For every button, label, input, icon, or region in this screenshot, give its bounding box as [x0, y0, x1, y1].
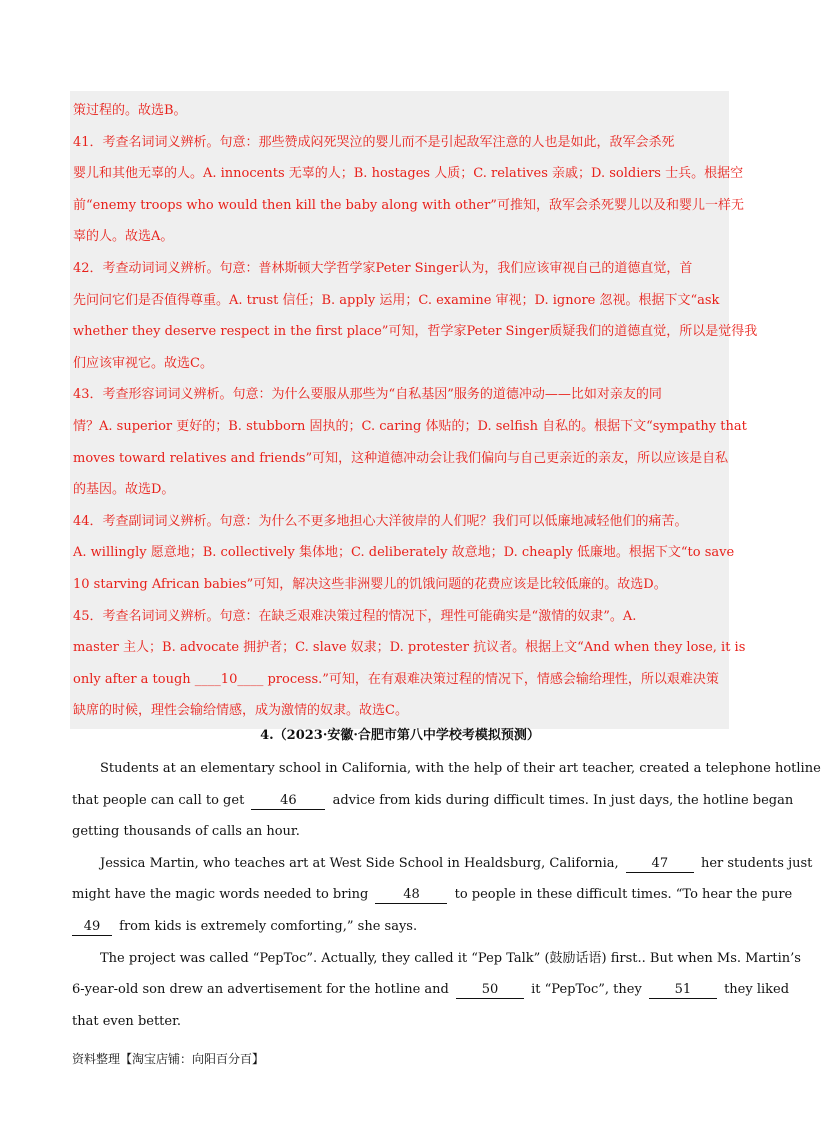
passage-text: it “PepToc”, they [531, 982, 642, 998]
passage-text: they liked [724, 982, 790, 998]
answer-line: 41．考查名词词义辨析。句意：那些赞成闷死哭泣的婴儿而不是引起敌军注意的人也是如此，敌军会杀死 [73, 134, 675, 150]
answer-line: A. willingly 愿意地；B. collectively 集体地；C. deliberately 故意地；D. cheaply 低廉地。根据下文“to save [73, 545, 735, 561]
answer-line: 婴儿和其他无辜的人。A. innocents 无辜的人；B. hostages 人质；C. relatives 亲戚；D. soldiers 士兵。根据空 [73, 166, 744, 182]
answer-line: 43．考查形容词词义辨析。句意：为什么要服从那些为“自私基因”服务的道德冲动——比如对亲友的同 [73, 387, 662, 403]
answer-line: 的基因。故选D。 [73, 482, 175, 498]
answer-line: 42．考查动词词义辨析。句意：普林斯顿大学哲学家Peter Singer认为，我们应该审视自己的道德直觉，首 [73, 260, 693, 276]
answer-line: 前“enemy troops who would then kill the baby along with other”可推知，敌军会杀死婴儿以及和婴儿一样无 [73, 197, 744, 213]
answer-line: 10 starving African babies”可知，解决这些非洲婴儿的饥饿问题的花费应该是比较低廉的。故选D。 [73, 576, 667, 592]
passage-text: Jessica Martin, who teaches art at West Side School in Healdsburg, California, [100, 855, 619, 871]
answer-line: moves toward relatives and friends”可知，这种道德冲动会让我们偏向与自己更亲近的亲友，所以应该是自私 [73, 450, 729, 466]
answer-line: whether they deserve respect in the first place”可知，哲学家Peter Singer质疑我们的道德直觉，所以是觉得我 [73, 324, 758, 340]
answer-line: only after a tough ____10____ process.”可知，在有艰难决策过程的情况下，情感会输给理性，所以艰难决策 [73, 671, 719, 687]
blank-50: 50 [456, 982, 524, 999]
answer-explanations [70, 91, 758, 729]
passage-line [72, 1006, 728, 1038]
passage-line [72, 753, 821, 785]
passage-line [72, 785, 794, 817]
blank-51: 51 [649, 982, 717, 999]
passage-line [72, 848, 813, 880]
blank-48: 48 [375, 887, 447, 904]
passage-text: that even better. [72, 1013, 182, 1029]
passage-text: Students at an elementary school in California, with the help of their art teacher, created a telephone hotline [100, 761, 821, 776]
answer-line: 45．考查名词词义辨析。句意：在缺乏艰难决策过程的情况下，理性可能确实是“激情的奴隶”。A. [73, 608, 637, 624]
passage-text: advice from kids during difficult times. In just days, the hotline began [332, 792, 794, 808]
passage-text: might have the magic words needed to bring [72, 887, 369, 903]
passage-text: her students just [700, 855, 813, 871]
blank-47: 47 [626, 856, 694, 873]
answer-line: 先问问它们是否值得尊重。A. trust 信任；B. apply 运用；C. examine 审视；D. ignore 忽视。根据下文“ask [73, 292, 720, 308]
passage-text: getting thousands of calls an hour. [72, 824, 300, 840]
passage-text: from kids is extremely comforting,” she says. [119, 918, 418, 934]
question-heading: 4.（2023·安徽·合肥市第八中学校考模拟预测） [260, 728, 540, 743]
answer-line: 缺席的时候，理性会输给情感，成为激情的奴隶。故选C。 [73, 703, 408, 719]
passage-line [72, 943, 801, 975]
blank-46: 46 [251, 793, 325, 810]
cloze-passage [72, 753, 821, 1037]
passage-text: to people in these difficult times. “To hear the pure [454, 887, 793, 903]
answer-line: 情？A. superior 更好的；B. stubborn 固执的；C. caring 体贴的；D. selfish 自私的。根据下文“sympathy that [73, 418, 747, 434]
answer-line: master 主人；B. advocate 拥护者；C. slave 奴隶；D. protester 抗议者。根据上文“And when they lose, it is [73, 640, 746, 656]
answer-line: 们应该审视它。故选C。 [73, 355, 213, 371]
passage-text: The project was called “PepToc”. Actually, they called it “Pep Talk” (鼓励话语) first.. But when Ms. Martin’s [100, 950, 801, 966]
blank-49: 49 [72, 919, 112, 936]
passage-text: that people can call to get [72, 792, 245, 808]
page-footer: 资料整理【淘宝店铺：向阳百分百】 [72, 1052, 265, 1066]
passage-line [72, 879, 793, 911]
answer-line: 策过程的。故选B。 [73, 103, 187, 118]
passage-line [72, 816, 728, 848]
passage-line [72, 911, 728, 943]
passage-text: 6-year-old son drew an advertisement for the hotline and [72, 982, 449, 998]
answer-line: 辜的人。故选A。 [73, 229, 174, 245]
passage-line [72, 974, 790, 1006]
answer-line: 44．考查副词词义辨析。句意：为什么不更多地担心大洋彼岸的人们呢？我们可以低廉地减轻他们的痛苦。 [73, 513, 688, 529]
